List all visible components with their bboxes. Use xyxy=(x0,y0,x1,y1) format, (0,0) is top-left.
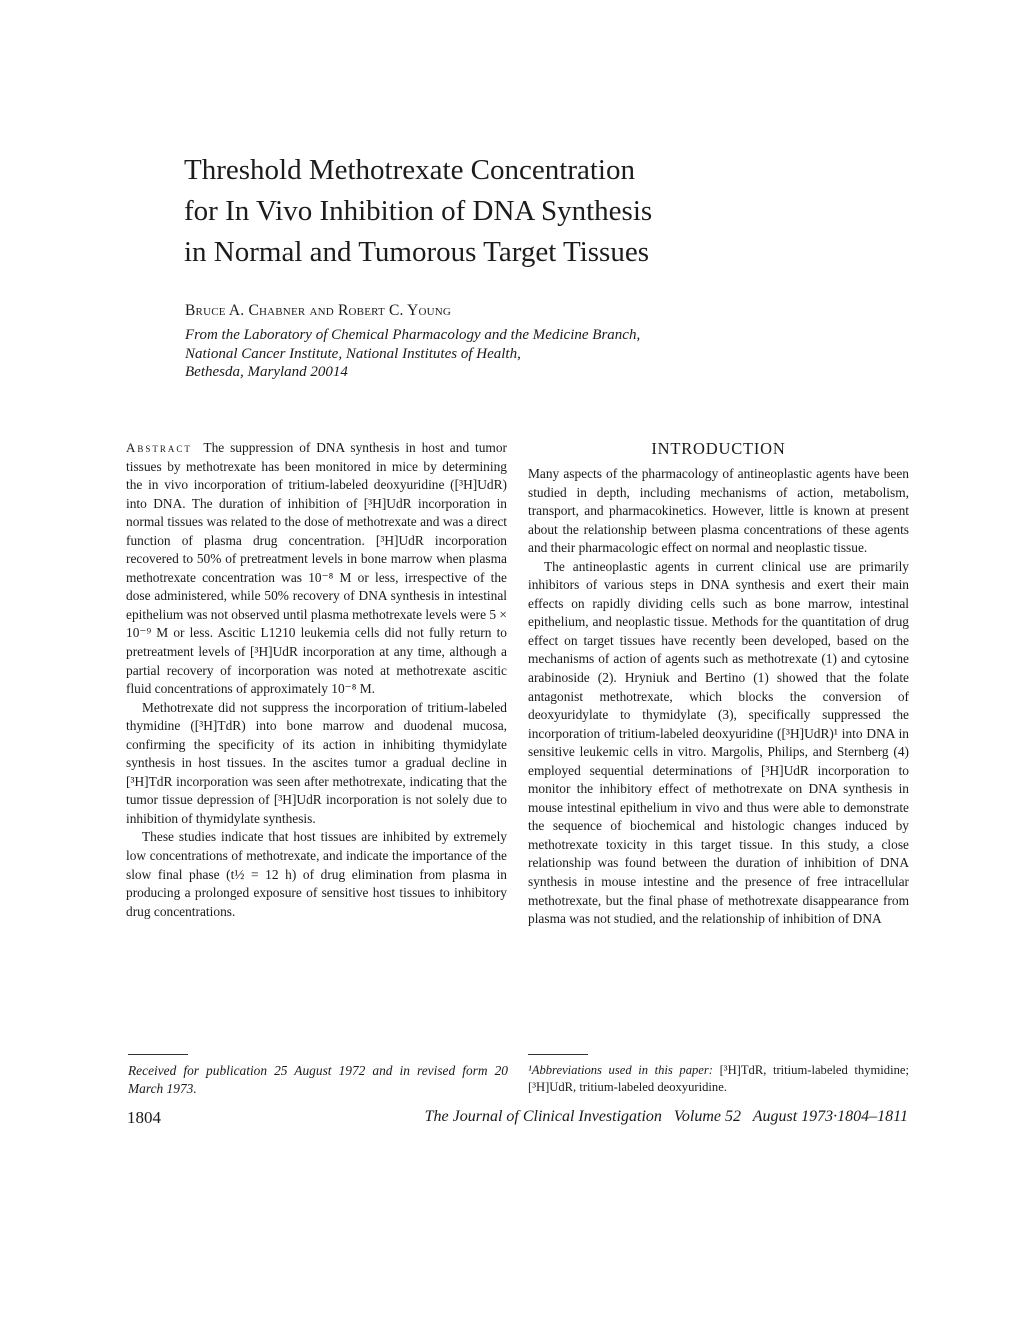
introduction-paragraph-2: The antineoplastic agents in current clinical use are primarily inhibitors of various steps in DNA synthesis and exert their main effects on rapidly dividing cells such as bone marrow, intestinal epithelium, and neoplastic tissue. Methods for the quantitation of drug effect on target tissues have recently been developed, based on the mechanisms of action of agents such as methotrexate (1) and cytosine arabinoside (2). Hryniuk and Bertino (1) showed that the folate antagonist methotrexate, which blocks the conversion of deoxyuridylate to thymidylate (3), specifically suppressed the incorporation of tritium-labeled deoxyuridine ([³H]UdR)¹ into DNA in sensitive leukemic cells in vitro. Margolis, Philips, and Sternberg (4) employed sequential determinations of [³H]UdR incorporation to monitor the inhibitory effect of methotrexate on DNA synthesis in mouse intestinal epithelium in vivo and thus were able to demonstrate the sequence of biochemical and histologic changes induced by methotrexate toxicity in this target tissue. In this study, a close relationship was found between the duration of inhibition of DNA synthesis in mouse intestine and the presence of free intracellular methotrexate, but the final phase of methotrexate disappearance from plasma was not studied, and the relationship of inhibition of DNA xyxy=(528,558,909,927)
affiliation-line-1: From the Laboratory of Chemical Pharmacology and the Medicine Branch, xyxy=(185,327,641,343)
affiliation-line-3: Bethesda, Maryland 20014 xyxy=(185,364,348,380)
abstract-paragraph-2: Methotrexate did not suppress the incorporation of tritium-labeled thymidine ([³H]TdR) into bone marrow and duodenal mucosa, confirming the specificity of its action in inhibiting thymidylate synthesis in host tissues. In the ascites tumor a gradual decline in [³H]TdR incorporation was seen after methotrexate, indicating that the tumor tissue depression of [³H]UdR incorporation is not solely due to inhibition of thymidylate synthesis. xyxy=(126,699,507,826)
footnote xyxy=(528,1062,909,1096)
abstract-paragraph-3: These studies indicate that host tissues are inhibited by extremely low concentrations of methotrexate, and indicate the importance of the slow final phase (t½ = 12 h) of drug elimination from plasma in producing a prolonged exposure of sensitive host tissues to inhibitory drug concentrations. xyxy=(126,829,507,919)
title-line-2: for In Vivo Inhibition of DNA Synthesis xyxy=(184,195,653,227)
footnote-text: [³H]TdR, tritium-labeled thymidine; [³H]UdR, tritium-labeled deoxyuridine. xyxy=(528,1063,909,1094)
footnote-rule xyxy=(528,1054,588,1055)
article-title xyxy=(184,150,884,273)
affiliation-line-2: National Cancer Institute, National Institutes of Health, xyxy=(185,345,521,362)
received-rule xyxy=(128,1054,188,1055)
abstract-p1-text: The suppression of DNA synthesis in host and tumor tissues by methotrexate has been monitored in mice by determining the in vivo incorporation of tritium-labeled deoxyuridine ([³H]UdR) into DNA. The duration of inhibition of [³H]UdR incorporation in normal tissues was related to the dose of methotrexate and was a direct function of plasma drug concentration. [³H]UdR incorporation recovered to 50% of pretreatment levels in bone marrow when plasma methotrexate concentration was 10⁻⁸ M or less, irrespective of the dose administered, while 50% recovery of DNA synthesis in intestinal epithelium was not observed until plasma methotrexate levels were 5 × 10⁻⁹ M or less. Ascitic L1210 leukemia cells did not fully return to pretreatment levels of [³H]UdR incorporation at any time, although a partial recovery of incorporation was noted at methotrexate ascitic fluid concentrations of approximately 10⁻⁸ M. xyxy=(126,440,507,697)
abstract-paragraph-1 xyxy=(126,439,507,699)
abstract-kicker: Abstract xyxy=(126,440,192,455)
affiliation xyxy=(185,326,825,382)
page-number: 1804 xyxy=(127,1108,161,1127)
introduction-column xyxy=(528,439,909,929)
received-note: Received for publication 25 August 1972 and in revised form 20 March 1973. xyxy=(128,1063,508,1096)
journal-citation: The Journal of Clinical Investigation Volume 52 August 1973·1804–1811 xyxy=(424,1108,908,1125)
title-line-3: in Normal and Tumorous Target Tissues xyxy=(184,236,649,268)
title-line-1: Threshold Methotrexate Concentration xyxy=(184,154,635,186)
introduction-heading: INTRODUCTION xyxy=(651,439,786,458)
footnote-label: ¹Abbreviations used in this paper: xyxy=(528,1063,713,1077)
abstract-column xyxy=(126,439,507,921)
author-list: Bruce A. Chabner and Robert C. Young xyxy=(185,302,452,319)
introduction-paragraph-1: Many aspects of the pharmacology of antineoplastic agents have been studied in depth, including mechanisms of action, metabolism, transport, and pharmacokinetics. However, little is known at present about the relationship between plasma concentrations of these agents and their pharmacologic effect on normal and neoplastic tissue. xyxy=(528,466,909,556)
